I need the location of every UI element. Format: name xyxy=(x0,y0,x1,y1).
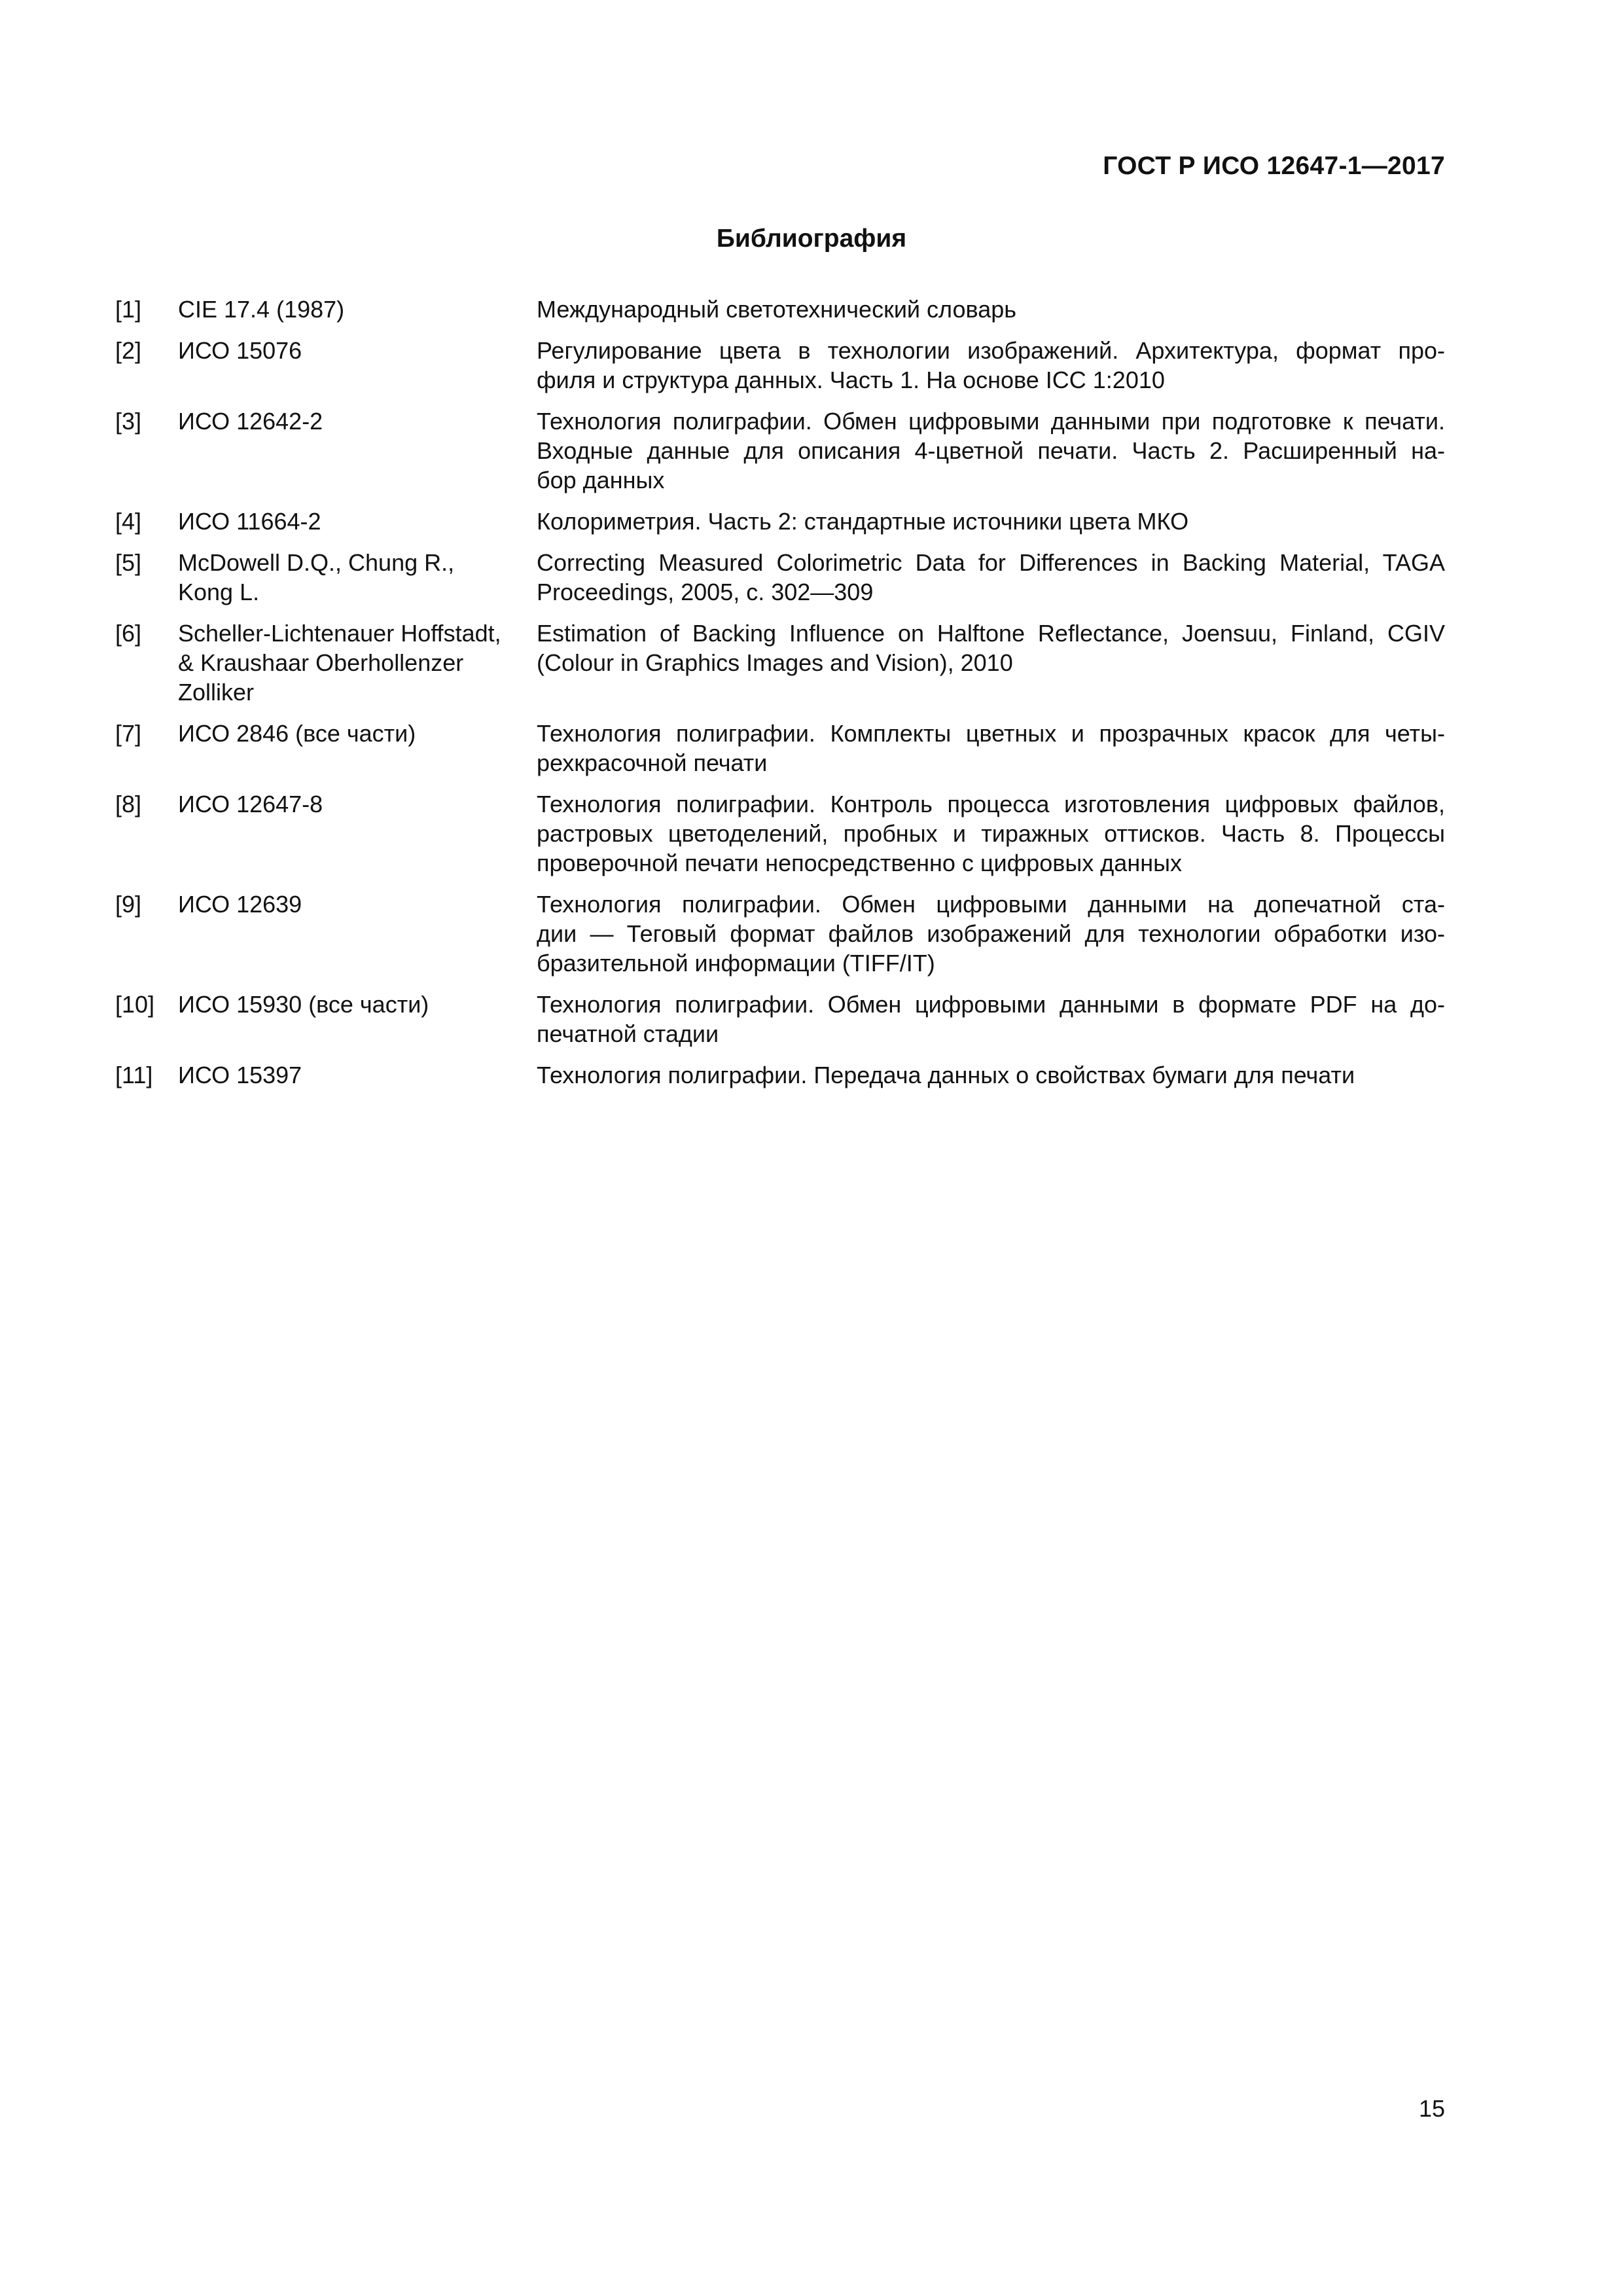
entry-number: [1] xyxy=(115,296,142,323)
entry-reference xyxy=(178,719,537,778)
bibliography-entry xyxy=(115,1060,1445,1090)
bibliography-entry xyxy=(115,719,1445,778)
entry-number: [10] xyxy=(115,991,155,1018)
entry-description-line: Регулирование цвета в технологии изображений. Архитектура, формат про- xyxy=(537,337,1445,364)
entry-description xyxy=(537,889,1445,978)
entry-description xyxy=(537,336,1445,395)
entry-reference-line: Zolliker xyxy=(178,679,255,706)
entry-description xyxy=(537,619,1445,707)
bibliography-entry xyxy=(115,990,1445,1049)
entry-description-line: рехкрасочной печати xyxy=(537,749,768,776)
page-title: Библиография xyxy=(716,224,907,253)
entry-number: [8] xyxy=(115,791,142,817)
entry-description-line: бор данных xyxy=(537,467,665,493)
entry-description xyxy=(537,789,1445,878)
bibliography-entry xyxy=(115,406,1445,495)
bibliography-entry xyxy=(115,507,1445,536)
entry-number: [9] xyxy=(115,891,142,918)
entry-description-line: печатной стадии xyxy=(537,1020,719,1047)
entry-description-line: Proceedings, 2005, с. 302—309 xyxy=(537,579,874,605)
entry-reference xyxy=(178,336,537,395)
entry-reference-line: ИСО 12647-8 xyxy=(178,791,323,817)
entry-reference xyxy=(178,990,537,1049)
entry-reference-line: McDowell D.Q., Chung R., xyxy=(178,549,455,576)
entry-reference xyxy=(178,295,537,324)
entry-reference-line: ИСО 15930 (все части) xyxy=(178,991,429,1018)
entry-description xyxy=(537,719,1445,778)
entry-description xyxy=(537,507,1445,536)
bibliography-entry xyxy=(115,295,1445,324)
entry-description xyxy=(537,548,1445,607)
entry-reference xyxy=(178,789,537,878)
entry-description-line: (Colour in Graphics Images and Vision), 2010 xyxy=(537,649,1013,676)
entry-description-line: филя и структура данных. Часть 1. На основе ICC 1:2010 xyxy=(537,367,1165,393)
entry-reference-line: Kong L. xyxy=(178,579,260,605)
entry-description-line: проверочной печати непосредственно с цифровых данных xyxy=(537,850,1182,876)
bibliography-entry xyxy=(115,548,1445,607)
entry-description-line: Технология полиграфии. Передача данных о свойствах бумаги для печати xyxy=(537,1062,1355,1088)
entry-description-line: Технология полиграфии. Обмен цифровыми данными в формате PDF на до- xyxy=(537,991,1445,1018)
entry-description-line: Технология полиграфии. Обмен цифровыми данными при подготовке к печати. xyxy=(537,408,1445,435)
entry-number: [3] xyxy=(115,408,142,435)
entry-number: [4] xyxy=(115,508,142,535)
entry-reference xyxy=(178,619,537,707)
entry-reference-line: ИСО 12642-2 xyxy=(178,408,323,435)
entry-number: [11] xyxy=(115,1062,153,1088)
entry-reference xyxy=(178,548,537,607)
entry-description-line: дии — Теговый формат файлов изображений для технологии обработки изо- xyxy=(537,920,1445,947)
entry-description-line: бразительной информации (TIFF/IT) xyxy=(537,950,935,977)
entry-description-line: растровых цветоделений, пробных и тиражных оттисков. Часть 8. Процессы xyxy=(537,820,1445,847)
entry-reference-line: Scheller-Lichtenauer Hoffstadt, xyxy=(178,620,501,647)
entry-description-line: Технология полиграфии. Комплекты цветных и прозрачных красок для четы- xyxy=(537,720,1445,747)
entry-number: [7] xyxy=(115,720,142,747)
entry-reference-line: ИСО 2846 (все части) xyxy=(178,720,416,747)
bibliography-entry xyxy=(115,619,1445,707)
entry-reference xyxy=(178,406,537,495)
entry-reference xyxy=(178,1060,537,1090)
entry-description-line: Технология полиграфии. Контроль процесса изготовления цифровых файлов, xyxy=(537,791,1445,817)
entry-reference-line: ИСО 12639 xyxy=(178,891,302,918)
entry-description-line: Correcting Measured Colorimetric Data for Differences in Backing Material, TAGA xyxy=(537,549,1445,576)
entry-reference xyxy=(178,889,537,978)
page-number: 15 xyxy=(1418,2095,1445,2122)
bibliography-list xyxy=(115,295,1445,1102)
bibliography-entry xyxy=(115,336,1445,395)
entry-reference-line: ИСО 11664-2 xyxy=(178,508,321,535)
entry-number: [2] xyxy=(115,337,142,364)
document-code: ГОСТ Р ИСО 12647-1—2017 xyxy=(1103,152,1445,180)
entry-number: [6] xyxy=(115,620,142,647)
entry-description-line: Технология полиграфии. Обмен цифровыми данными на допечатной ста- xyxy=(537,891,1445,918)
entry-description-line: Колориметрия. Часть 2: стандартные источники цвета МКО xyxy=(537,508,1189,535)
entry-description xyxy=(537,1060,1445,1090)
entry-description xyxy=(537,406,1445,495)
entry-description xyxy=(537,295,1445,324)
entry-reference-line: & Kraushaar Oberhollenzer xyxy=(178,649,464,676)
entry-description-line: Входные данные для описания 4-цветной печати. Часть 2. Расширенный на- xyxy=(537,437,1445,464)
entry-description-line: Международный светотехнический словарь xyxy=(537,296,1016,323)
entry-reference xyxy=(178,507,537,536)
entry-reference-line: ИСО 15076 xyxy=(178,337,302,364)
entry-description xyxy=(537,990,1445,1049)
bibliography-entry xyxy=(115,789,1445,878)
entry-number: [5] xyxy=(115,549,142,576)
entry-reference-line: ИСО 15397 xyxy=(178,1062,302,1088)
entry-description-line: Estimation of Backing Influence on Halftone Reflectance, Joensuu, Finland, CGIV xyxy=(537,620,1445,647)
entry-reference-line: CIE 17.4 (1987) xyxy=(178,296,345,323)
bibliography-entry xyxy=(115,889,1445,978)
